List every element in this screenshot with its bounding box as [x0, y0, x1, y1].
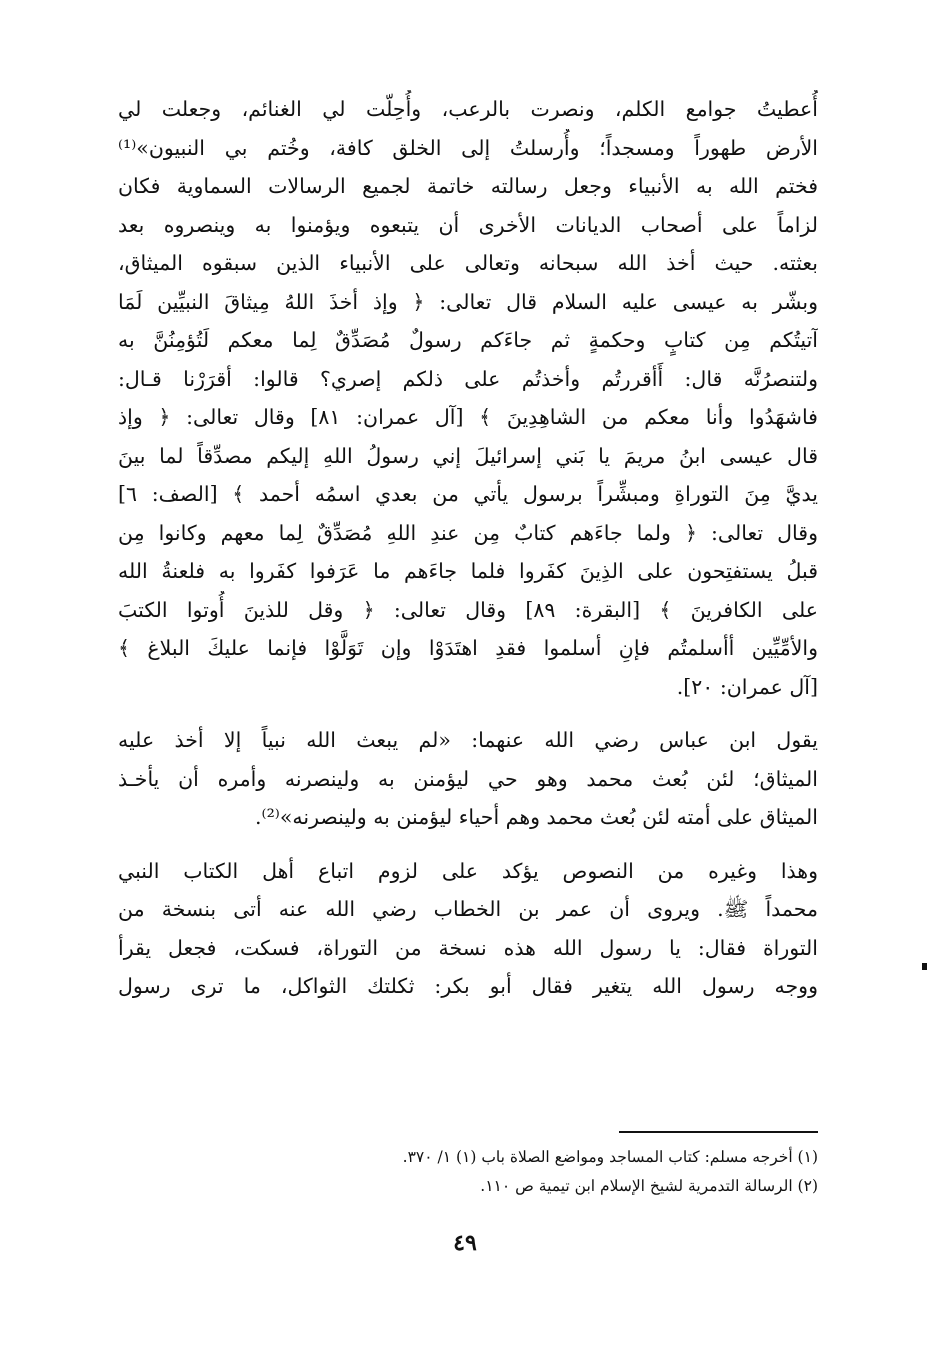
text-line: وبشّر به عيسى عليه السلام قال تعالى: ﴿ وإذ أخذَ اللهُ مِيثاقَ النبيِّين لَمَا: [118, 289, 818, 314]
paragraph-1: [118, 90, 818, 706]
footnote-2: (٢) الرسالة التدمرية لشيخ الإسلام ابن تيمية ص ١١٠.: [480, 1177, 818, 1195]
main-text: [118, 90, 818, 1006]
paragraph-3: [118, 852, 818, 1006]
text-line: أُعطيتُ جوامع الكلم، ونصرت بالرعب، وأُحِلّت لي الغنائم، وجعلت لي: [118, 97, 818, 121]
text-line: يقول ابن عباس رضي الله عنهما: «لم يبعث الله نبياً إلا أخذ عليه: [118, 728, 818, 752]
text-line: آتيتُكم مِن كتابٍ وحكمةٍ ثم جاءَكم رسولٌ مُصَدِّقٌ لِما معكم لَتُؤمِنُنَّ به: [118, 328, 818, 352]
footnotes: [118, 1143, 818, 1201]
footnote-1: (١) أخرجه مسلم: كتاب المساجد ومواضع الصلاة باب (١) ١/ ٣٧٠.: [402, 1148, 818, 1166]
text-line: وقال تعالى: ﴿ ولما جاءَهم كتابٌ مِن عندِ اللهِ مُصَدِّقٌ لِما معهم وكانوا مِن: [118, 520, 818, 545]
paragraph-spacer: [118, 837, 818, 852]
text-line: يديَّ مِنَ التوراةِ ومبشِّراً برسول يأتي من بعدي اسمُه أحمد ﴾ [الصف: ٦]: [118, 482, 818, 506]
paragraph-2: [118, 721, 818, 837]
text-line: لزاماً على أصحاب الديانات الأخرى أن يتبعوه ويؤمنوا به وينصروه بعد: [118, 212, 818, 237]
footnote-separator: [619, 1131, 818, 1133]
text-line: قبلُ يستفتِحون على الذِينَ كفَروا فلما جاءَهم ما عَرَفوا كفَروا به فلعنةُ الله: [118, 559, 818, 583]
margin-mark: [922, 963, 927, 970]
text-line: ووجه رسول الله يتغير فقال أبو بكر: ثكلتك الثواكل، ما ترى رسول: [118, 974, 818, 998]
text-line: [آل عمران: ٢٠].: [676, 674, 818, 699]
text-line: فاشهَدُوا وأنا معكم من الشاهِدِينَ ﴾ [آل عمران: ٨١] وقال تعالى: ﴿ وإذ: [118, 405, 818, 429]
page-number: ٤٩: [453, 1230, 477, 1256]
text-line: وهذا وغيره من النصوص يؤكد على لزوم اتباع أهل الكتاب النبي: [118, 858, 818, 883]
text-line: على الكافرينَ ﴾ [البقرة: ٨٩] وقال تعالى: ﴿ وقل للذينَ أُوتوا الكتبَ: [118, 597, 818, 622]
text-line: قال عيسى ابنُ مريمَ يا بَني إسرائيلَ إني رسولُ اللهِ إليكم مصدِّقاً لما بينَ: [118, 443, 818, 468]
text-line: فختم الله به الأنبياء وجعل رسالته خاتمة لجميع الرسالات السماوية فكان: [118, 174, 818, 198]
paragraph-spacer: [118, 706, 818, 721]
text-line: التوراة فقال: يا رسول الله هذه نسخة من التوراة، فسكت، فجعل يقرأ: [118, 935, 818, 960]
text-line: بعثته. حيث أخذ الله سبحانه وتعالى على الأنبياء الذين سبقوه الميثاق،: [118, 251, 818, 275]
text-line: الميثاق على أمته لئن بُعث محمد وهم أحياء ليؤمنن به ولينصرنه»⁽²⁾.: [255, 805, 818, 829]
text-line: ولتنصرُنَّه قال: أَأقررتُم وأخذتُم على ذلكم إصري؟ قالوا: أقرَرْنا قـال:: [118, 366, 818, 391]
text-line: الأرض طهوراً ومسجداً؛ وأُرسلتُ إلى الخلق كافة، وخُتم بي النبيون»⁽¹⁾: [118, 135, 818, 160]
text-line: الميثاق؛ لئن بُعث محمد وهو حي ليؤمنن به ولينصرنه وأمره أن يأخـذ: [118, 766, 818, 791]
text-line: محمداً ﷺ. ويروى أن عمر بن الخطاب رضي الله عنه أتى بنسخة من: [118, 897, 818, 921]
text-line: والأمِّيِّين أأسلمتُم فإنِ أسلموا فقدِ اهتَدَوْا وإن تَوَلَّوْا فإنما عليكَ البلاغ ﴾: [118, 636, 818, 660]
